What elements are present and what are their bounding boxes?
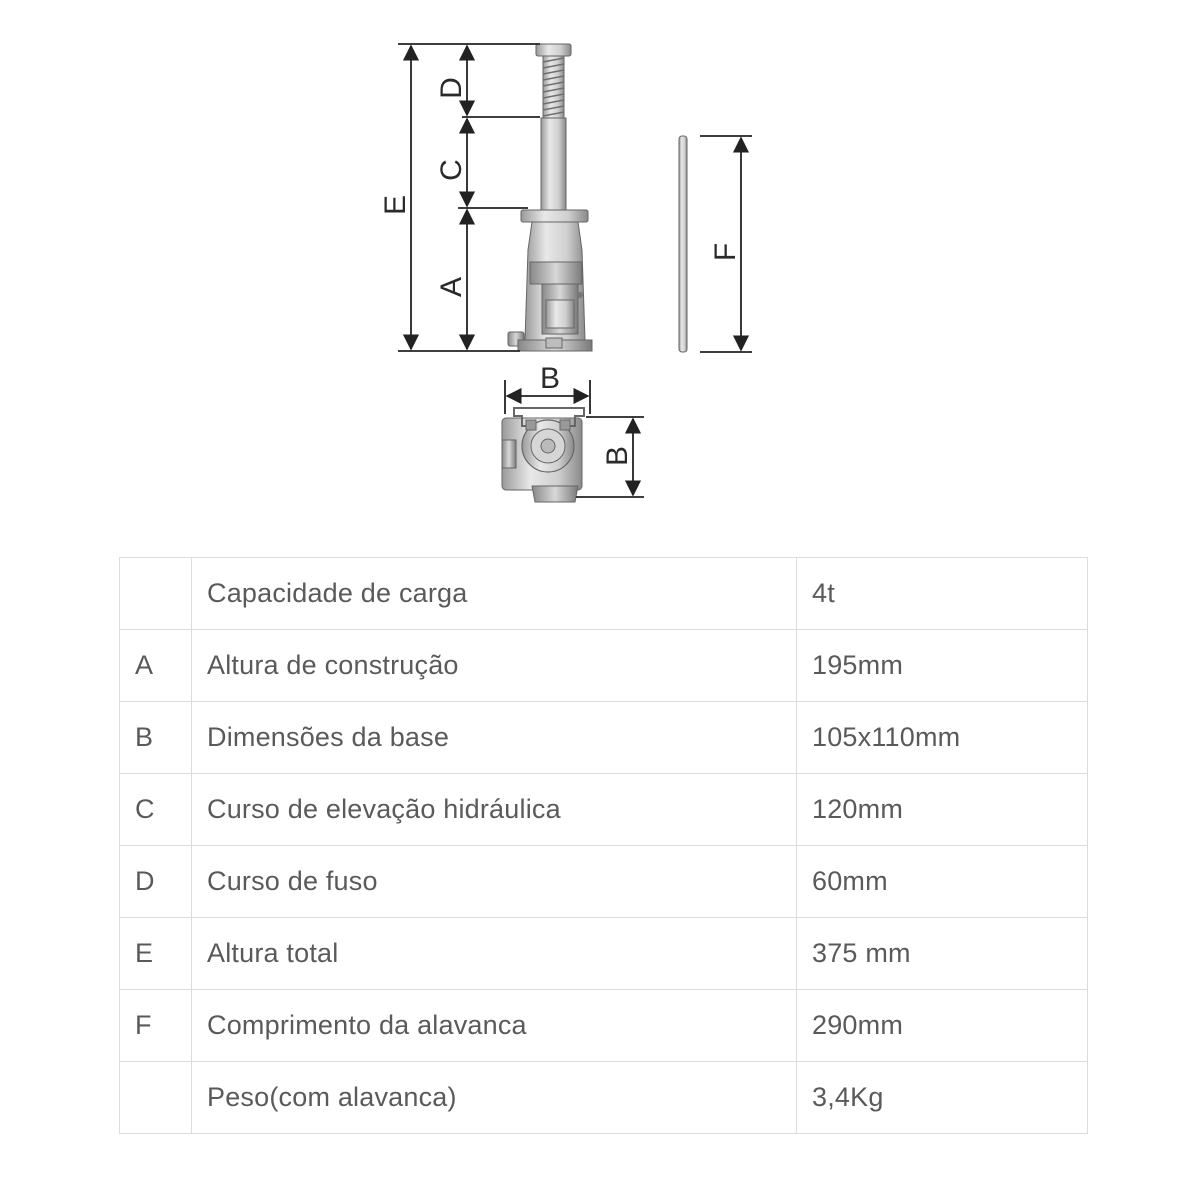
- row-letter: [120, 1062, 192, 1134]
- label-A: A: [435, 276, 468, 298]
- row-value: 3,4Kg: [797, 1062, 1088, 1134]
- row-letter: D: [120, 846, 192, 918]
- row-value: 105x110mm: [797, 702, 1088, 774]
- row-label: Peso(com alavanca): [192, 1062, 797, 1134]
- row-letter: E: [120, 918, 192, 990]
- label-B-width: B: [539, 362, 561, 395]
- row-label: Altura de construção: [192, 630, 797, 702]
- jack-side-view: [508, 44, 592, 351]
- row-letter: B: [120, 702, 192, 774]
- dimension-lines: [398, 44, 540, 351]
- lever: [679, 136, 687, 352]
- row-letter: [120, 558, 192, 630]
- table-row: [120, 846, 1088, 918]
- jack-top-view: [502, 408, 584, 502]
- row-label: Capacidade de carga: [192, 558, 797, 630]
- label-D: D: [435, 77, 468, 99]
- table-row: [120, 702, 1088, 774]
- table-row: [120, 918, 1088, 990]
- row-letter: F: [120, 990, 192, 1062]
- row-value: 120mm: [797, 774, 1088, 846]
- row-value: 290mm: [797, 990, 1088, 1062]
- row-value: 60mm: [797, 846, 1088, 918]
- row-value: 4t: [797, 558, 1088, 630]
- table-row: [120, 558, 1088, 630]
- row-label: Dimensões da base: [192, 702, 797, 774]
- row-label: Comprimento da alavanca: [192, 990, 797, 1062]
- table-row: [120, 1062, 1088, 1134]
- label-B-depth: B: [601, 445, 634, 467]
- row-letter: A: [120, 630, 192, 702]
- table-row: [120, 630, 1088, 702]
- row-label: Curso de fuso: [192, 846, 797, 918]
- spec-table: [119, 557, 1088, 1134]
- label-E: E: [379, 194, 412, 216]
- row-value: 375 mm: [797, 918, 1088, 990]
- label-C: C: [435, 159, 468, 181]
- row-letter: C: [120, 774, 192, 846]
- row-label: Curso de elevação hidráulica: [192, 774, 797, 846]
- jack-dimension-diagram: [0, 0, 1200, 540]
- label-F: F: [709, 242, 742, 262]
- table-row: [120, 990, 1088, 1062]
- row-label: Altura total: [192, 918, 797, 990]
- row-value: 195mm: [797, 630, 1088, 702]
- table-row: [120, 774, 1088, 846]
